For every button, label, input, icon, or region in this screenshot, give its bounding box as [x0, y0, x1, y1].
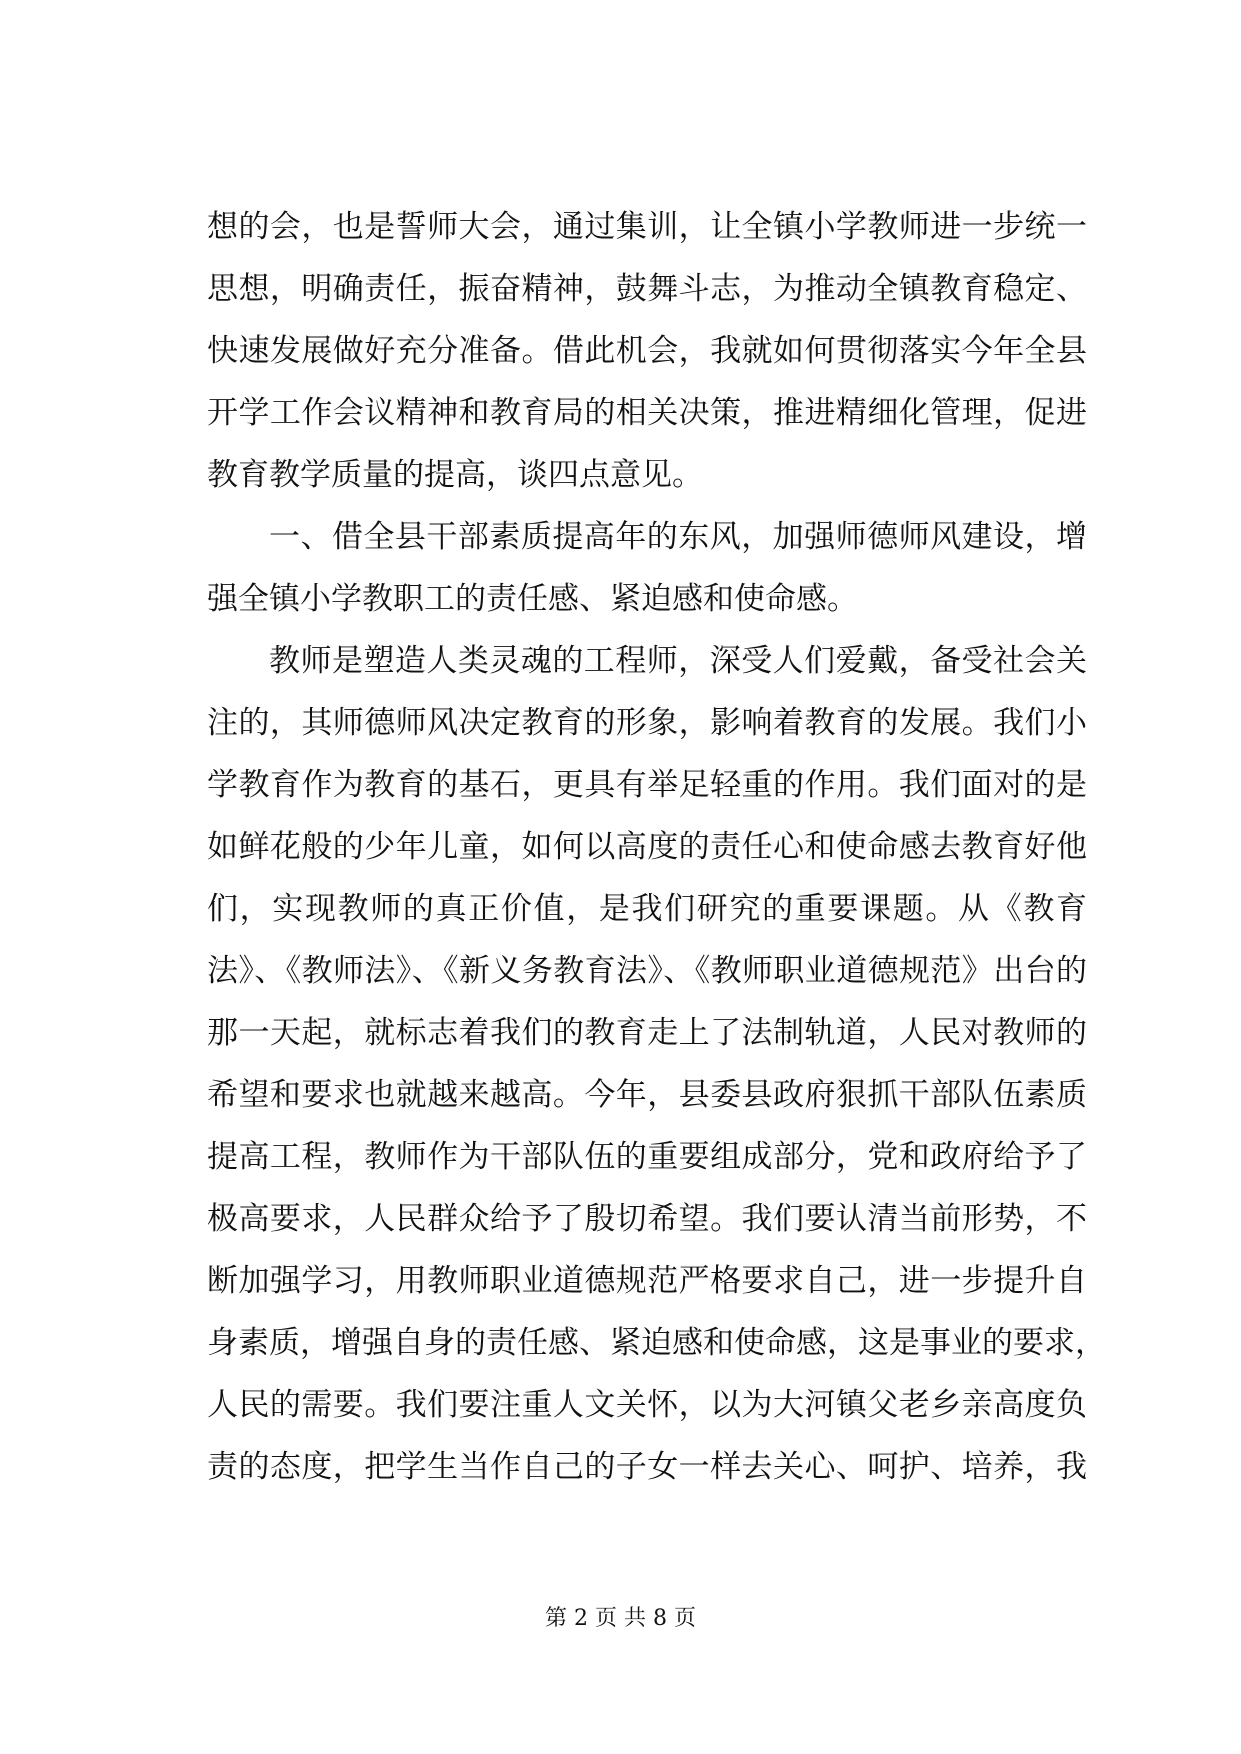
text-line: 想的会，也是誓师大会，通过集训，让全镇小学教师进一步统一 [207, 209, 1087, 245]
text-line: 教师是塑造人类灵魂的工程师，深受人们爱戴，备受社会关 [269, 643, 1087, 679]
text-line: 如鲜花般的少年儿童，如何以高度的责任心和使命感去教育好他 [207, 829, 1087, 865]
page-number-footer: 第 2 页 共 8 页 [545, 1606, 696, 1631]
text-line: 学教育作为教育的基石，更具有举足轻重的作用。我们面对的是 [207, 767, 1087, 803]
text-line: 教育教学质量的提高，谈四点意见。 [207, 457, 703, 493]
text-line: 极高要求，人民群众给予了殷切希望。我们要认清当前形势，不 [207, 1201, 1087, 1237]
text-line: 希望和要求也就越来越高。今年，县委县政府狠抓干部队伍素质 [207, 1077, 1087, 1113]
section-heading-line: 一、借全县干部素质提高年的东风，加强师德师风建设，增 [269, 519, 1087, 555]
text-line: 提高工程，教师作为干部队伍的重要组成部分，党和政府给予了 [207, 1139, 1087, 1175]
text-line: 注的，其师德师风决定教育的形象，影响着教育的发展。我们小 [207, 705, 1087, 741]
text-line: 人民的需要。我们要注重人文关怀，以为大河镇父老乡亲高度负 [207, 1387, 1087, 1423]
text-line: 断加强学习，用教师职业道德规范严格要求自己，进一步提升自 [207, 1263, 1087, 1299]
text-line: 那一天起，就标志着我们的教育走上了法制轨道，人民对教师的 [207, 1015, 1087, 1051]
text-line: 开学工作会议精神和教育局的相关决策，推进精细化管理，促进 [207, 395, 1087, 431]
text-line: 法》、《教师法》、《新义务教育法》、《教师职业道德规范》出台的 [207, 953, 1087, 989]
text-line: 思想，明确责任，振奋精神，鼓舞斗志，为推动全镇教育稳定、 [207, 271, 1087, 307]
text-line: 责的态度，把学生当作自己的子女一样去关心、呵护、培养，我 [207, 1449, 1087, 1485]
text-line: 们，实现教师的真正价值，是我们研究的重要课题。从《教育 [207, 891, 1087, 927]
section-heading-line: 强全镇小学教职工的责任感、紧迫感和使命感。 [207, 581, 858, 617]
text-line: 身素质，增强自身的责任感、紧迫感和使命感，这是事业的要求， [207, 1325, 1106, 1361]
text-line: 快速发展做好充分准备。借此机会，我就如何贯彻落实今年全县 [207, 333, 1087, 369]
